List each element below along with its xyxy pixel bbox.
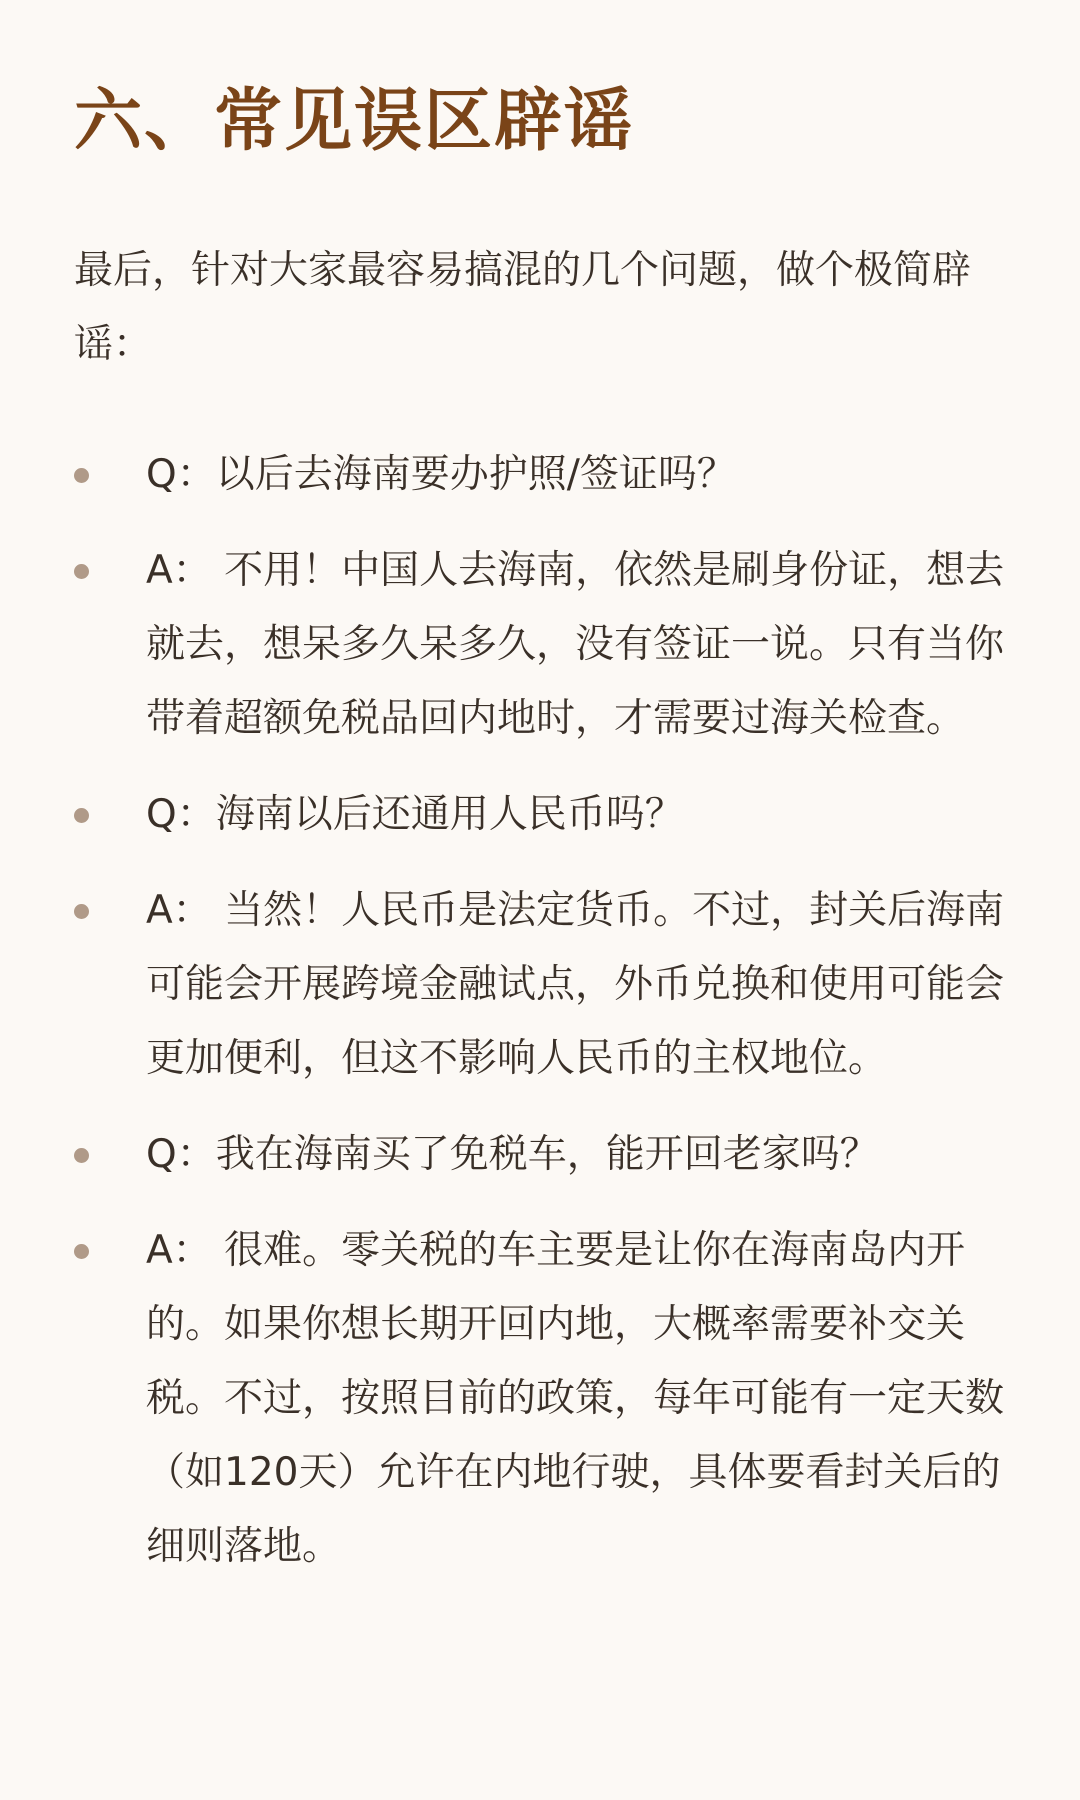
intro-paragraph: 最后，针对大家最容易搞混的几个问题，做个极简辟谣： (74, 248, 972, 367)
answer-text: A： 不用！中国人去海南，依然是刷身份证，想去就去，想呆多久呆多久，没有签证一说。只有当你带着超额免税品回内地时，才需要过海关检查。 (146, 548, 1005, 741)
bullet-dot-icon (74, 904, 89, 919)
answer-item (74, 874, 1014, 1096)
question-text: Q：海南以后还通用人民币吗？ (146, 792, 684, 837)
bullet-dot-icon (74, 564, 89, 579)
question-text: Q：以后去海南要办护照/签证吗？ (146, 452, 736, 497)
question-text: Q：我在海南买了免税车，能开回老家吗？ (146, 1132, 879, 1177)
bullet-dot-icon (74, 808, 89, 823)
answer-text: A： 很难。零关税的车主要是让你在海南岛内开的。如果你想长期开回内地，大概率需要补交关税。不过，按照目前的政策，每年可能有一定天数（如120天）允许在内地行驶，具体要看封关后的细则落地。 (146, 1228, 1005, 1569)
answer-text: A： 当然！人民币是法定货币。不过，封关后海南可能会开展跨境金融试点，外币兑换和使用可能会更加便利，但这不影响人民币的主权地位。 (146, 888, 1005, 1081)
bullet-dot-icon (74, 468, 89, 483)
qa-list (74, 438, 1014, 1584)
section-title: 六、常见误区辟谣 (74, 82, 635, 161)
answer-item (74, 534, 1014, 756)
bullet-dot-icon (74, 1244, 89, 1259)
answer-item (74, 1214, 1014, 1584)
question-item (74, 1118, 1014, 1192)
bullet-dot-icon (74, 1148, 89, 1163)
question-item (74, 438, 1014, 512)
question-item (74, 778, 1014, 852)
